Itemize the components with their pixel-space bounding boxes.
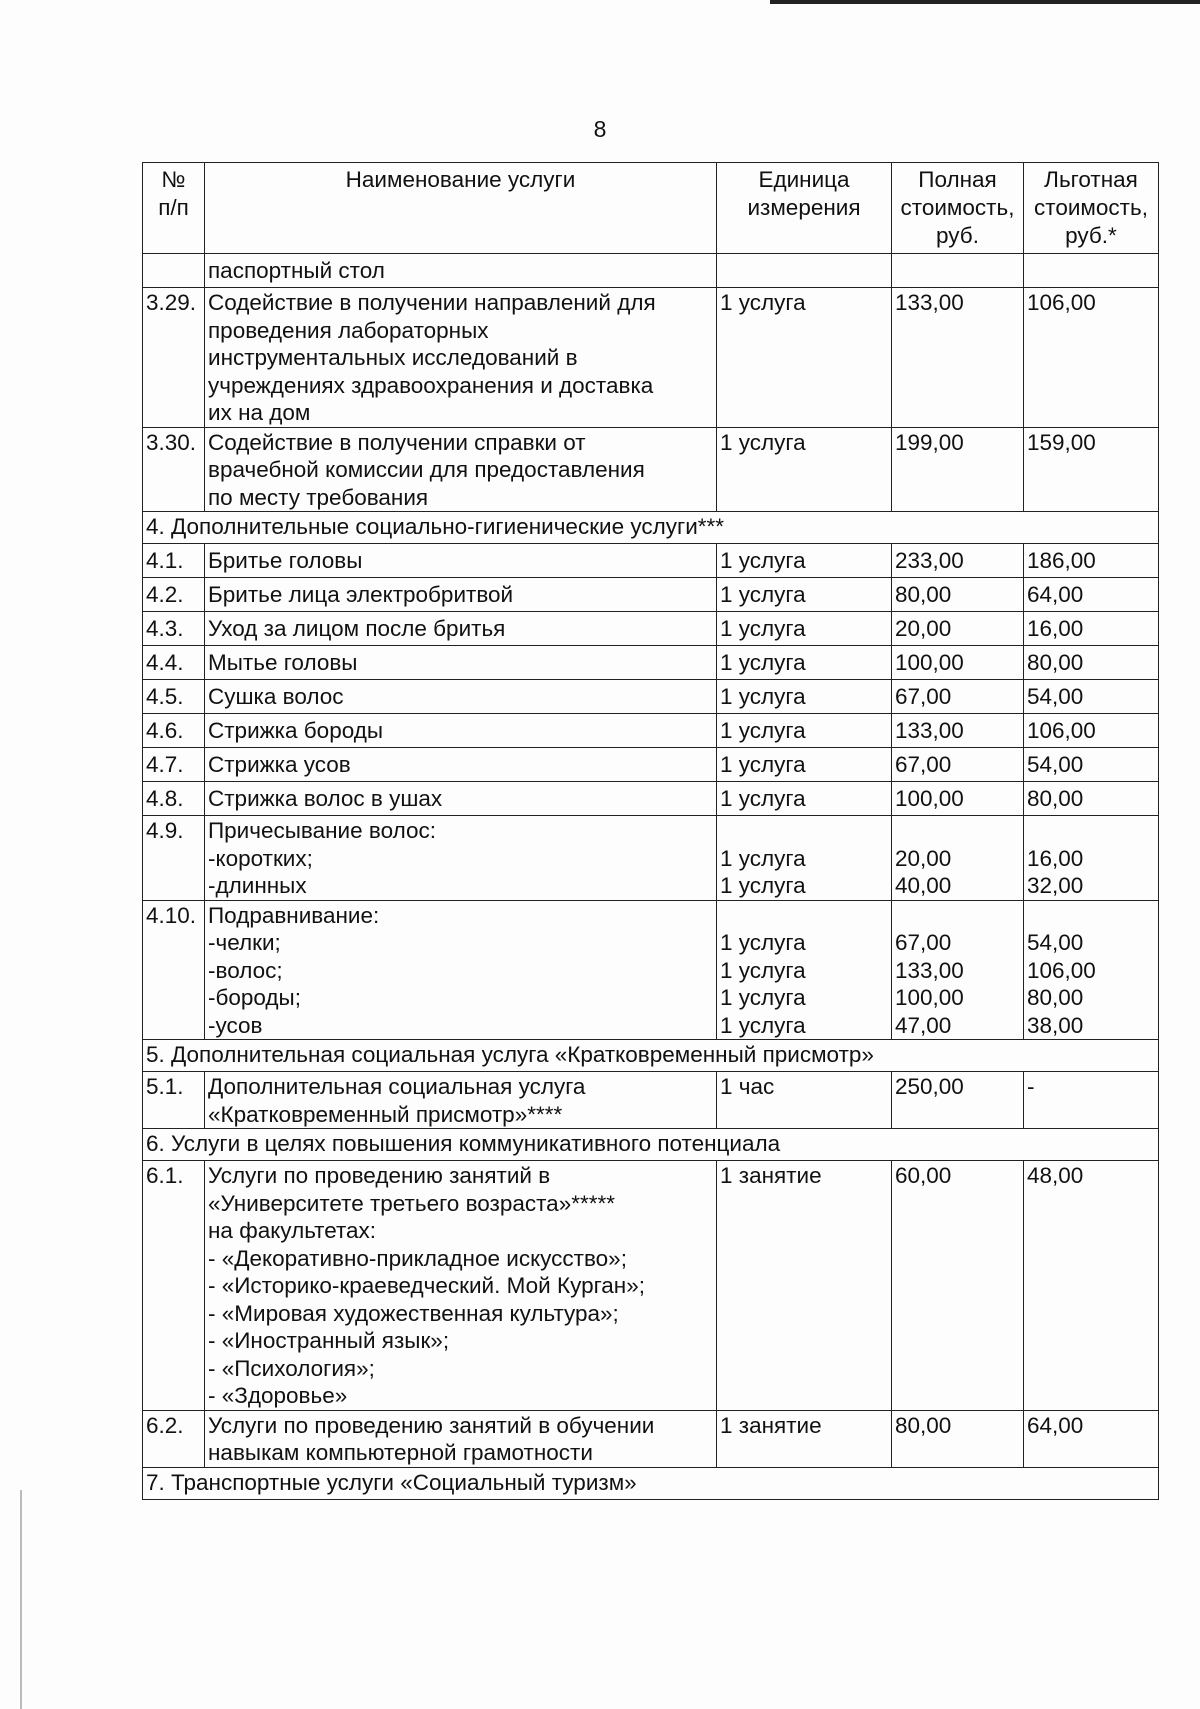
row-number: 6.1.	[143, 1161, 205, 1411]
discount-cost-line: 106,00	[1027, 290, 1096, 315]
unit-cell	[717, 714, 892, 748]
service-name-line: - «Психология»;	[208, 1355, 375, 1381]
full-cost-line: 20,00	[895, 845, 952, 871]
header-full-line: руб.	[936, 223, 979, 248]
full-cost-line: 199,00	[895, 429, 964, 455]
service-name-line: - «Декоративно-прикладное искусство»;	[208, 1245, 627, 1271]
discount-cost-line: 54,00	[1027, 684, 1084, 709]
discount-cost-line: 16,00	[1027, 845, 1084, 871]
full-cost-cell	[892, 427, 1024, 512]
service-name-line: паспортный стол	[208, 258, 385, 283]
row-number: 4.7.	[143, 748, 205, 782]
row-number: 5.1.	[143, 1072, 205, 1129]
service-name	[205, 578, 717, 612]
header-discount-cost	[1024, 163, 1159, 254]
full-cost-line: 80,00	[895, 1412, 952, 1438]
service-name	[205, 1072, 717, 1129]
service-name	[205, 646, 717, 680]
section-row	[143, 1040, 1159, 1072]
full-cost-line: 80,00	[895, 582, 952, 607]
unit-cell	[717, 748, 892, 782]
full-cost-cell	[892, 680, 1024, 714]
unit-cell	[717, 646, 892, 680]
full-cost-line: 133,00	[895, 290, 964, 315]
header-unit-line: Единица	[758, 167, 850, 192]
discount-cost-line: 80,00	[1027, 786, 1084, 811]
unit-line: 1 услуга	[720, 845, 806, 871]
service-name-line: Подравнивание:	[208, 902, 380, 928]
discount-cost-cell	[1024, 680, 1159, 714]
full-cost-cell	[892, 578, 1024, 612]
row-number: 4.6.	[143, 714, 205, 748]
row-number: 4.3.	[143, 612, 205, 646]
row-number: 4.5.	[143, 680, 205, 714]
unit-cell	[717, 1072, 892, 1129]
unit-line: 1 услуга	[720, 957, 806, 983]
unit-cell	[717, 1410, 892, 1467]
table-row	[143, 748, 1159, 782]
service-name-line: «Кратковременный присмотр»****	[208, 1101, 563, 1127]
section-title: 7. Транспортные услуги «Социальный туризм»	[143, 1467, 1159, 1499]
unit-cell	[717, 288, 892, 428]
discount-cost-cell	[1024, 646, 1159, 680]
service-name-line: Дополнительная социальная услуга	[208, 1074, 586, 1099]
service-name	[205, 782, 717, 816]
full-cost-line: 20,00	[895, 616, 952, 641]
unit-cell	[717, 544, 892, 578]
section-title: 4. Дополнительные социально-гигиенические услуги***	[143, 512, 1159, 544]
service-name	[205, 680, 717, 714]
header-num-line: №	[161, 167, 186, 192]
service-name	[205, 544, 717, 578]
full-cost-line: 133,00	[895, 957, 964, 983]
table-row	[143, 714, 1159, 748]
unit-cell	[717, 782, 892, 816]
row-number: 4.1.	[143, 544, 205, 578]
unit-line: 1 услуга	[720, 582, 806, 607]
header-name	[205, 163, 717, 254]
header-name-line: Наименование услуги	[345, 167, 576, 192]
service-name-line: - «Мировая художественная культура»;	[208, 1300, 619, 1326]
discount-cost-cell	[1024, 748, 1159, 782]
service-name-line: -усов	[208, 1012, 263, 1038]
discount-cost-cell	[1024, 427, 1159, 512]
service-name	[205, 612, 717, 646]
discount-cost-line: 80,00	[1027, 985, 1084, 1010]
table-row	[143, 612, 1159, 646]
header-full-cost	[892, 163, 1024, 254]
section-row	[143, 512, 1159, 544]
unit-cell	[717, 254, 892, 288]
full-cost-cell	[892, 254, 1024, 288]
discount-cost-cell	[1024, 782, 1159, 816]
full-cost-line: 60,00	[895, 1163, 952, 1188]
service-name-line: Бритье головы	[208, 548, 363, 573]
service-name-line: их на дом	[208, 400, 311, 425]
table-row	[143, 254, 1159, 288]
full-cost-line: 100,00	[895, 650, 964, 675]
unit-cell	[717, 612, 892, 646]
spacer-line	[720, 902, 888, 930]
table-row	[143, 578, 1159, 612]
unit-line: 1 услуга	[720, 873, 806, 898]
service-name-line: -волос;	[208, 957, 283, 983]
discount-cost-line: 16,00	[1027, 616, 1084, 641]
unit-line: 1 занятие	[720, 1163, 822, 1188]
unit-cell	[717, 1161, 892, 1411]
discount-cost-cell	[1024, 900, 1159, 1040]
service-name-line: Мытье головы	[208, 650, 358, 675]
discount-cost-line: 38,00	[1027, 1012, 1084, 1038]
row-number: 4.8.	[143, 782, 205, 816]
discount-cost-line: 159,00	[1027, 429, 1096, 455]
full-cost-cell	[892, 1161, 1024, 1411]
unit-line: 1 час	[720, 1074, 775, 1099]
header-full-line: стоимость,	[900, 195, 1015, 220]
full-cost-cell	[892, 544, 1024, 578]
service-name	[205, 1410, 717, 1467]
header-full-line: Полная	[918, 167, 997, 192]
service-name-line: Сушка волос	[208, 684, 344, 709]
discount-cost-cell	[1024, 288, 1159, 428]
service-name-line: навыкам компьютерной грамотности	[208, 1440, 593, 1465]
service-name-line: - «Иностранный язык»;	[208, 1328, 450, 1353]
discount-cost-line: 64,00	[1027, 582, 1084, 607]
scan-edge-line	[770, 0, 1200, 4]
table-row	[143, 646, 1159, 680]
row-number: 4.9.	[143, 816, 205, 901]
service-name-line: учреждениях здравоохранения и доставка	[208, 372, 654, 398]
discount-cost-cell	[1024, 1161, 1159, 1411]
full-cost-cell	[892, 646, 1024, 680]
full-cost-line: 250,00	[895, 1074, 964, 1099]
full-cost-line: 40,00	[895, 873, 952, 898]
service-name-line: на факультетах:	[208, 1218, 377, 1243]
service-name-line: -коротких;	[208, 845, 313, 871]
section-title: 6. Услуги в целях повышения коммуникативного потенциала	[143, 1129, 1159, 1161]
spacer-line	[895, 817, 1020, 845]
service-name-line: Причесывание волос:	[208, 818, 436, 843]
service-name	[205, 714, 717, 748]
discount-cost-line: 186,00	[1027, 548, 1096, 573]
full-cost-line: 100,00	[895, 786, 964, 811]
service-name-line: врачебной комиссии для предоставления	[208, 457, 645, 482]
service-name-line: Содействие в получении направлений для	[208, 290, 656, 315]
unit-line: 1 услуга	[720, 650, 806, 675]
spacer-line	[895, 902, 1020, 930]
header-num	[143, 163, 205, 254]
full-cost-cell	[892, 288, 1024, 428]
header-discount-line: Льготная	[1044, 167, 1138, 192]
service-name-line: «Университете третьего возраста»*****	[208, 1190, 615, 1216]
full-cost-cell	[892, 748, 1024, 782]
unit-line: 1 услуга	[720, 985, 806, 1010]
discount-cost-cell	[1024, 1410, 1159, 1467]
row-number: 6.2.	[143, 1410, 205, 1467]
full-cost-line: 67,00	[895, 684, 952, 709]
unit-cell	[717, 578, 892, 612]
table-row	[143, 427, 1159, 512]
header-discount-line: стоимость,	[1034, 195, 1148, 220]
discount-cost-line: -	[1027, 1074, 1035, 1099]
service-name	[205, 288, 717, 428]
full-cost-line: 133,00	[895, 718, 964, 743]
header-discount-line: руб.*	[1065, 223, 1117, 248]
service-name-line: Стрижка волос в ушах	[208, 786, 443, 811]
full-cost-line: 67,00	[895, 930, 952, 955]
row-number: 4.10.	[143, 900, 205, 1040]
service-name	[205, 1161, 717, 1411]
unit-cell	[717, 427, 892, 512]
unit-line: 1 услуга	[720, 1012, 806, 1038]
spacer-line	[1027, 902, 1155, 930]
service-name-line: -бороды;	[208, 985, 301, 1010]
service-name-line: -челки;	[208, 930, 281, 955]
discount-cost-cell	[1024, 578, 1159, 612]
header-unit	[717, 163, 892, 254]
full-cost-cell	[892, 714, 1024, 748]
unit-cell	[717, 900, 892, 1040]
service-name	[205, 900, 717, 1040]
unit-line: 1 услуга	[720, 752, 806, 777]
table-row	[143, 1410, 1159, 1467]
unit-line: 1 услуга	[720, 718, 806, 743]
row-number: 3.29.	[143, 288, 205, 428]
unit-line: 1 услуга	[720, 429, 806, 455]
discount-cost-line: 80,00	[1027, 650, 1084, 675]
unit-line: 1 услуга	[720, 616, 806, 641]
table-row	[143, 900, 1159, 1040]
table-row	[143, 1161, 1159, 1411]
service-name-line: Стрижка бороды	[208, 718, 384, 743]
row-number: 4.4.	[143, 646, 205, 680]
unit-cell	[717, 816, 892, 901]
unit-line: 1 услуга	[720, 930, 806, 955]
full-cost-line: 67,00	[895, 752, 952, 777]
service-name	[205, 254, 717, 288]
scan-edge-mark	[20, 1490, 22, 1709]
service-name	[205, 816, 717, 901]
spacer-line	[1027, 817, 1155, 845]
service-name-line: Услуги по проведению занятий в	[208, 1163, 551, 1188]
discount-cost-cell	[1024, 714, 1159, 748]
tariff-table	[142, 162, 1159, 1500]
discount-cost-cell	[1024, 544, 1159, 578]
row-number	[143, 254, 205, 288]
table-row	[143, 816, 1159, 901]
full-cost-cell	[892, 782, 1024, 816]
service-name-line: - «Здоровье»	[208, 1383, 348, 1408]
discount-cost-line: 48,00	[1027, 1163, 1084, 1188]
unit-line: 1 услуга	[720, 548, 806, 573]
full-cost-line: 233,00	[895, 548, 964, 573]
section-title: 5. Дополнительная социальная услуга «Кратковременный присмотр»	[143, 1040, 1159, 1072]
service-name-line: проведения лабораторных	[208, 317, 489, 343]
header-num-line: п/п	[158, 195, 189, 220]
discount-cost-line: 106,00	[1027, 718, 1096, 743]
unit-cell	[717, 680, 892, 714]
table-header-row	[143, 163, 1159, 254]
unit-line: 1 услуга	[720, 290, 806, 315]
service-name-line: Содействие в получении справки от	[208, 429, 586, 455]
service-name-line: Услуги по проведению занятий в обучении	[208, 1412, 655, 1438]
table-row	[143, 288, 1159, 428]
page-number: 8	[593, 116, 607, 142]
discount-cost-line: 106,00	[1027, 957, 1096, 983]
service-name-line: Уход за лицом после бритья	[208, 616, 506, 641]
full-cost-cell	[892, 1072, 1024, 1129]
table-row	[143, 1072, 1159, 1129]
row-number: 3.30.	[143, 427, 205, 512]
service-name-line: по месту требования	[208, 484, 429, 510]
service-name-line: инструментальных исследований в	[208, 345, 578, 370]
discount-cost-cell	[1024, 612, 1159, 646]
full-cost-cell	[892, 1410, 1024, 1467]
service-name-line: Стрижка усов	[208, 752, 351, 777]
full-cost-line: 100,00	[895, 985, 964, 1010]
service-name	[205, 748, 717, 782]
full-cost-line: 47,00	[895, 1012, 952, 1038]
discount-cost-line: 32,00	[1027, 873, 1084, 898]
row-number: 4.2.	[143, 578, 205, 612]
service-name	[205, 427, 717, 512]
discount-cost-line: 54,00	[1027, 930, 1084, 955]
discount-cost-cell	[1024, 1072, 1159, 1129]
unit-line: 1 услуга	[720, 684, 806, 709]
table-row	[143, 782, 1159, 816]
spacer-line	[720, 817, 888, 845]
full-cost-cell	[892, 816, 1024, 901]
service-name-line: - «Историко-краеведческий. Мой Курган»;	[208, 1273, 645, 1298]
service-name-line: Бритье лица электробритвой	[208, 582, 514, 607]
discount-cost-cell	[1024, 254, 1159, 288]
unit-line: 1 занятие	[720, 1412, 822, 1438]
unit-line: 1 услуга	[720, 786, 806, 811]
header-unit-line: измерения	[747, 195, 861, 220]
table-row	[143, 544, 1159, 578]
discount-cost-line: 64,00	[1027, 1412, 1084, 1438]
table-body	[143, 254, 1159, 1500]
full-cost-cell	[892, 612, 1024, 646]
discount-cost-cell	[1024, 816, 1159, 901]
section-row	[143, 1129, 1159, 1161]
full-cost-cell	[892, 900, 1024, 1040]
table-row	[143, 680, 1159, 714]
service-name-line: -длинных	[208, 873, 307, 898]
section-row	[143, 1467, 1159, 1499]
discount-cost-line: 54,00	[1027, 752, 1084, 777]
